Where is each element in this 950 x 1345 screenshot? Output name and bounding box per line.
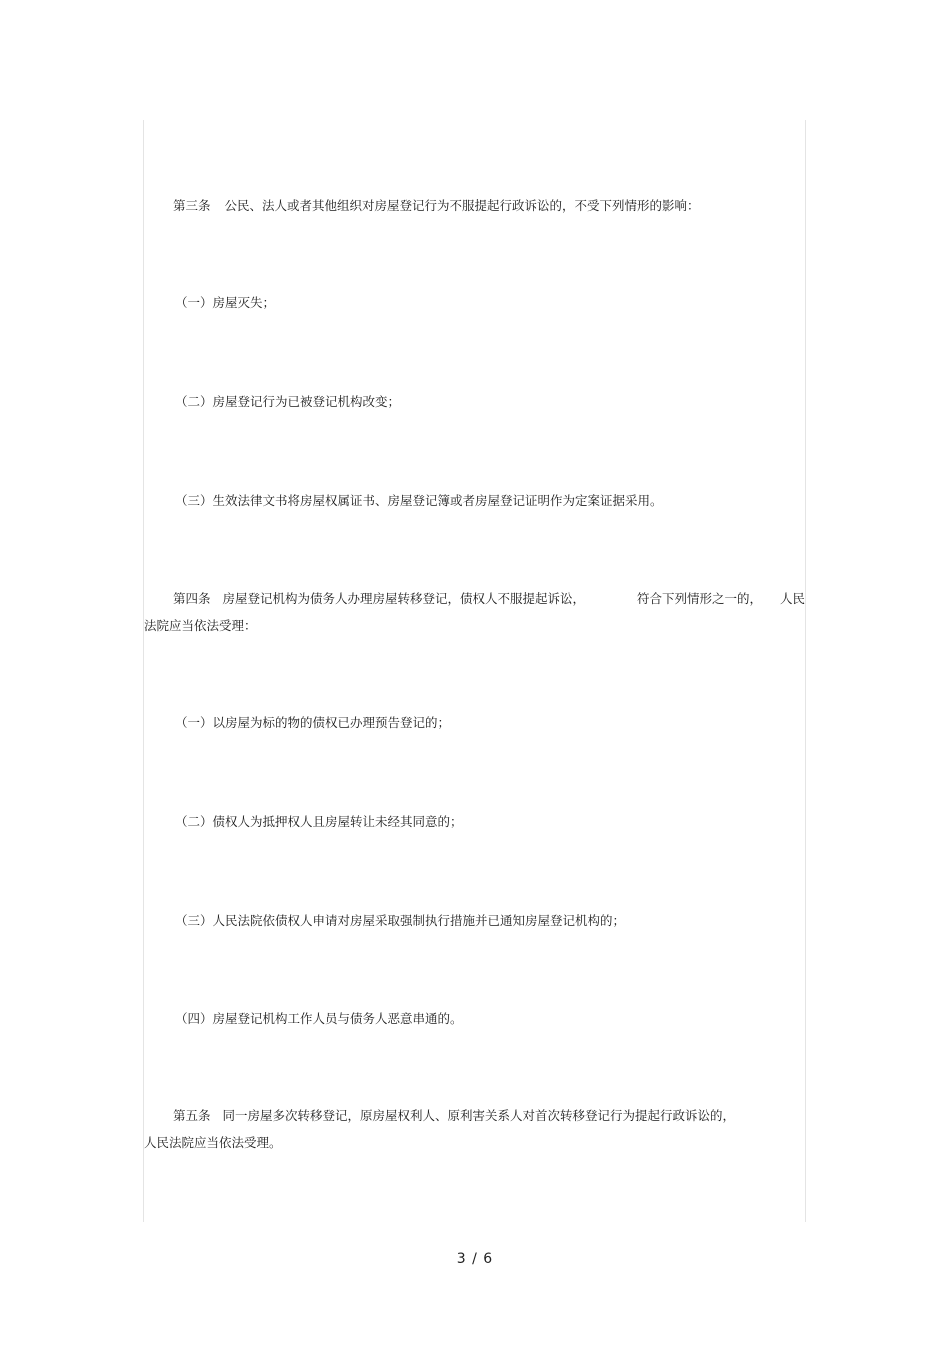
article-3-paragraph (173, 198, 700, 214)
article-5-text: 同一房屋多次转移登记，原房屋权利人、原利害关系人对首次转移登记行为提起行政诉讼的， (222, 1108, 736, 1123)
article-3-item-2: （二）房屋登记行为已被登记机构改变； (175, 394, 401, 409)
article-3-text: 公民、法人或者其他组织对房屋登记行为不服提起行政诉讼的，不受下列情形的影响： (224, 198, 700, 213)
article-4-item-2: （二）债权人为抵押权人且房屋转让未经其同意的； (175, 814, 463, 829)
article-4-text-part-2: 符合下列情形之一的， (637, 591, 763, 606)
article-3-item-3: （三）生效法律文书将房屋权属证书、房屋登记簿或者房屋登记证明作为定案证据采用。 (175, 493, 663, 508)
article-4-heading: 第四条 (173, 591, 211, 606)
article-4-item-1: （一）以房屋为标的物的债权已办理预告登记的； (175, 715, 451, 730)
article-4-text-part-1: 房屋登记机构为债务人办理房屋转移登记，债权人不服提起诉讼， (222, 591, 586, 606)
article-5-paragraph (173, 1108, 735, 1124)
article-4-paragraph (173, 591, 585, 607)
article-4-item-3: （三）人民法院依债权人申请对房屋采取强制执行措施并已通知房屋登记机构的； (175, 913, 626, 928)
article-5-heading: 第五条 (173, 1108, 211, 1123)
page-frame (143, 120, 806, 1222)
page-number: 3 / 6 (456, 1251, 494, 1267)
article-3-heading: 第三条 (173, 198, 211, 213)
article-4-text-continued: 法院应当依法受理： (144, 618, 257, 633)
article-3-item-1: （一）房屋灭失； (175, 295, 276, 310)
article-4-item-4: （四）房屋登记机构工作人员与债务人恶意串通的。 (175, 1011, 463, 1026)
article-4-text-part-3: 人民 (780, 591, 806, 606)
article-5-text-continued: 人民法院应当依法受理。 (144, 1135, 282, 1150)
